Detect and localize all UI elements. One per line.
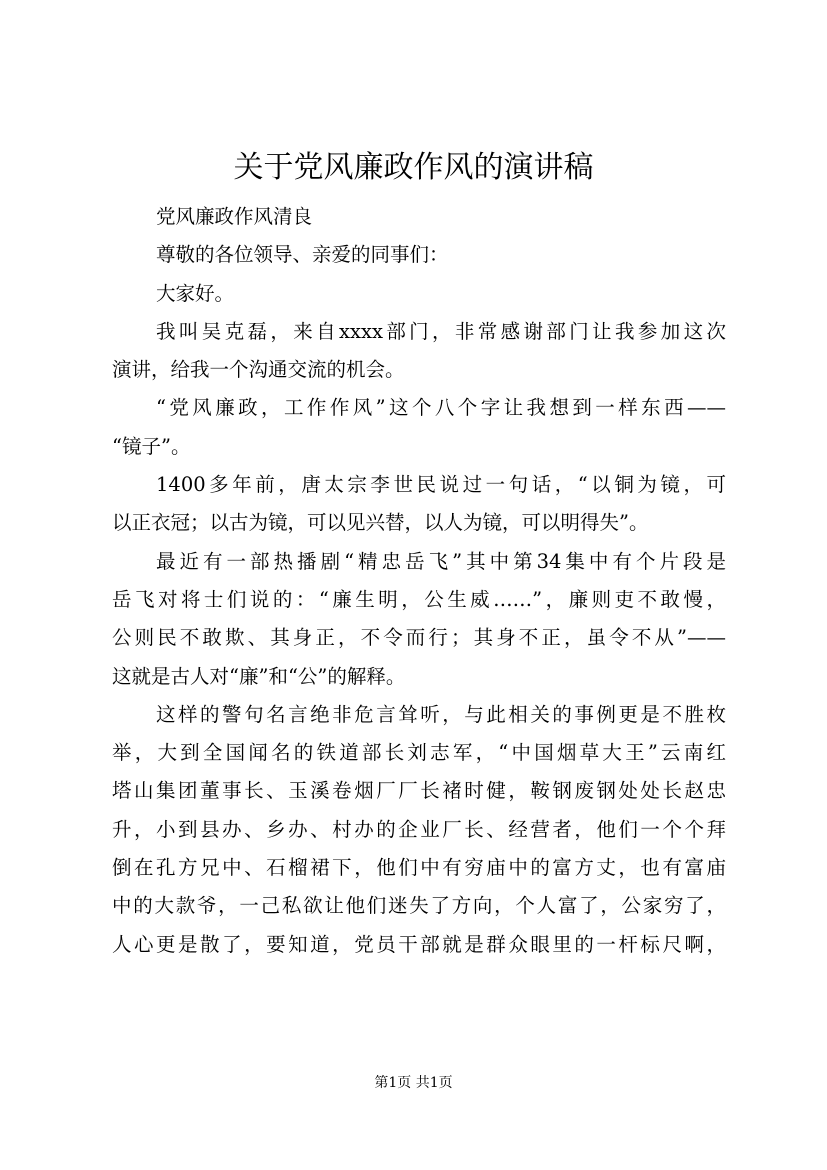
text-line: 岳飞对将士们说的：“廉生明，公生威……”，廉则吏不敢慢，: [112, 587, 726, 611]
text-line: 这就是古人对“廉”和“公”的解释。: [112, 664, 406, 688]
document-body: [112, 198, 726, 964]
text-line: “镜子”。: [112, 434, 191, 458]
text-line: 举，大到全国闻名的铁道部长刘志军，“中国烟草大王”云南红: [112, 741, 726, 765]
text-line: 我叫吴克磊，来自xxxx部门，非常感谢部门让我参加这次: [156, 319, 726, 343]
text-line: 这样的警句名言绝非危言耸听，与此相关的事例更是不胜枚: [156, 702, 726, 726]
text-line: 1400多年前，唐太宗李世民说过一句话，“以铜为镜，可: [156, 473, 726, 497]
document-title: 关于党风廉政作风的演讲稿: [233, 150, 594, 185]
text-line: 尊敬的各位领导、亲爱的同事们：: [156, 243, 449, 267]
text-line: 倒在孔方兄中、石榴裙下，他们中有穷庙中的富方丈，也有富庙: [112, 856, 726, 880]
text-line: 演讲，给我一个沟通交流的机会。: [112, 358, 405, 382]
text-line: 公则民不敢欺、其身正，不令而行；其身不正，虽令不从”——: [112, 626, 726, 650]
text-line: 以正衣冠；以古为镜，可以见兴替，以人为镜，可以明得失”。: [112, 511, 649, 535]
text-line: 塔山集团董事长、玉溪卷烟厂厂长褚时健，鞍钢废钢处处长赵忠: [112, 779, 726, 803]
text-line: 人心更是散了，要知道，党员干部就是群众眼里的一杆标尺啊，: [112, 932, 726, 956]
text-line: 大家好。: [156, 281, 235, 305]
text-line: 最近有一部热播剧“精忠岳飞”其中第34集中有个片段是: [156, 549, 726, 573]
text-line: 党风廉政作风清良: [156, 205, 313, 228]
text-line: “党风廉政，工作作风”这个八个字让我想到一样东西——: [156, 396, 726, 420]
text-line: 中的大款爷，一己私欲让他们迷失了方向，个人富了，公家穷了，: [112, 894, 726, 918]
text-line: 升，小到县办、乡办、村办的企业厂长、经营者，他们一个个拜: [112, 817, 726, 841]
page-footer: 第1页 共1页: [374, 1075, 453, 1091]
